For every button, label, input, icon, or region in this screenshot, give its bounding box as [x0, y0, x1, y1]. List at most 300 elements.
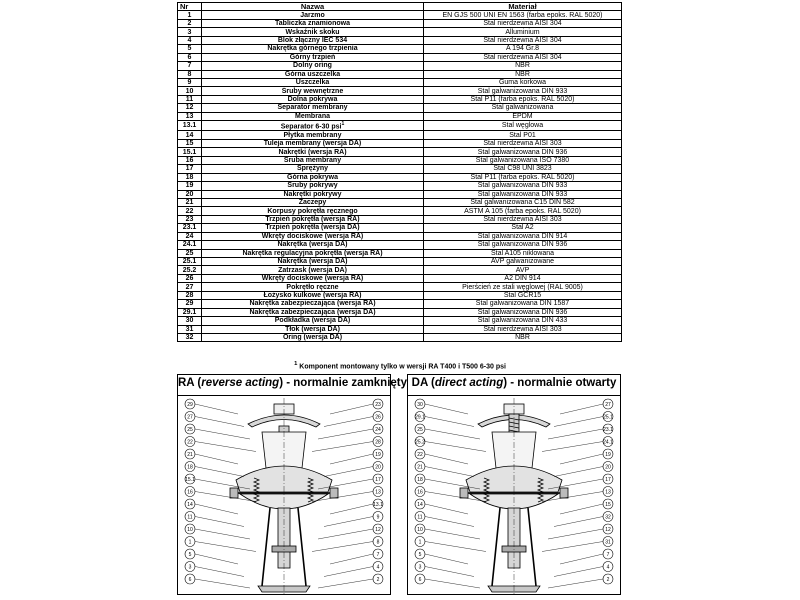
row-material: Stal galwanizowana DIN 914: [424, 232, 622, 240]
row-name: [202, 215, 424, 223]
row-name: [202, 148, 424, 156]
row-name-text: Sprężyny: [296, 165, 329, 173]
callout-label: 25.2: [415, 439, 425, 446]
table-row: [178, 36, 622, 44]
ra-valve-drawing: [178, 396, 390, 594]
callout-label: 13.1: [373, 501, 383, 508]
row-name: [202, 131, 424, 139]
table-row: [178, 95, 622, 103]
callout-label: 15: [605, 501, 611, 508]
leader-line: [195, 467, 244, 477]
row-name-text: Wskaźnik skoku: [285, 28, 340, 36]
table-row: [178, 53, 622, 61]
table-row: [178, 165, 622, 173]
row-material: Stal C98 UNI 3823: [424, 165, 622, 173]
table-row: [178, 139, 622, 147]
row-name: [202, 36, 424, 44]
leader-line: [195, 429, 250, 439]
row-name: [202, 308, 424, 316]
row-material: Stal A2: [424, 224, 622, 232]
row-material: Stal galwanizowana DIN 936: [424, 241, 622, 249]
row-name-text: Nakrętka górnego trzpienia: [267, 45, 358, 53]
row-name: [202, 333, 424, 341]
table-row: [178, 112, 622, 120]
row-material: EN GJS 500 UNI EN 1563 (farba epoks. RAL 5020): [424, 11, 622, 19]
row-name: [202, 19, 424, 27]
leader-line: [554, 517, 603, 527]
row-name-text: Dolna pokrywa: [287, 96, 338, 104]
row-name: [202, 207, 424, 215]
row-name-text: Górna pokrywa: [287, 173, 338, 181]
row-nr: 10: [178, 87, 202, 95]
row-name-text: Trzpień pokrętła (wersja DA): [265, 224, 360, 232]
row-material: Stal węglowa: [424, 121, 622, 131]
callout-label: 31: [605, 539, 611, 546]
row-name-text: Górna uszczelka: [284, 70, 341, 78]
row-material: Stal galwanizowana DIN 936: [424, 148, 622, 156]
row-name: [202, 78, 424, 86]
row-material: NBR: [424, 70, 622, 78]
row-material: Stal galwanizowana DIN 933: [424, 182, 622, 190]
row-name: [202, 121, 424, 131]
valve-body: [230, 398, 338, 594]
row-name-text: Zatrzask (wersja DA): [278, 266, 347, 274]
callout-label: 28: [375, 439, 381, 446]
callout-label: 5: [188, 551, 192, 558]
callout-label: 27: [605, 401, 611, 408]
table-row: [178, 249, 622, 257]
row-name: [202, 224, 424, 232]
row-name: [202, 317, 424, 325]
table-row: [178, 224, 622, 232]
leader-line: [425, 467, 474, 477]
table-row: [178, 207, 622, 215]
leader-line: [560, 454, 603, 464]
row-nr: 24.1: [178, 241, 202, 249]
ra-drawing-panel: [177, 374, 408, 595]
table-row: [178, 131, 622, 139]
leader-line: [318, 529, 373, 539]
callout-label: 14: [187, 501, 193, 508]
ra-title-emphasis: reverse acting: [201, 377, 280, 389]
row-nr: 22: [178, 207, 202, 215]
row-nr: 11: [178, 95, 202, 103]
flange-bolt-left: [230, 488, 238, 498]
row-name-footnote-marker: 1: [341, 121, 345, 128]
row-material: Stal galwanizowana DIN 933: [424, 87, 622, 95]
row-nr: 30: [178, 317, 202, 325]
leader-line: [425, 529, 480, 539]
row-name-text: Nakrętka (wersja DA): [277, 241, 348, 249]
row-name: [202, 283, 424, 291]
parts-table-body: [178, 11, 622, 342]
row-material: Stal galwanizowana ISO 7380: [424, 156, 622, 164]
row-material: AVP: [424, 266, 622, 274]
leader-line: [312, 542, 373, 552]
footnote: [180, 361, 620, 370]
row-nr: 15: [178, 139, 202, 147]
leader-line: [330, 554, 373, 564]
row-name-text: Tuleja membrany (wersja DA): [263, 140, 362, 148]
row-name-text: Podkładka (wersja DA): [274, 317, 351, 325]
callout-label: 16: [417, 489, 423, 496]
row-material: Pierścień ze stali węglowej (RAL 9005): [424, 283, 622, 291]
callout-label: 1: [418, 539, 422, 546]
leader-line: [330, 404, 373, 414]
table-row: [178, 121, 622, 131]
row-name: [202, 249, 424, 257]
row-nr: 18: [178, 173, 202, 181]
row-material: A2 DIN 914: [424, 274, 622, 282]
valve-body: [460, 398, 568, 594]
callout-label: 25.1: [603, 414, 613, 421]
table-row: [178, 28, 622, 36]
row-nr: 25.2: [178, 266, 202, 274]
leader-line: [195, 504, 238, 514]
leader-line: [425, 454, 468, 464]
header-material: Materiał: [424, 3, 622, 11]
ra-panel-title: [178, 377, 408, 389]
row-name: [202, 70, 424, 78]
callout-label: 23.1: [603, 426, 613, 433]
table-row: [178, 325, 622, 333]
callout-label: 14: [417, 501, 423, 508]
row-name-text: Trzpień pokrętła (wersja RA): [265, 216, 360, 224]
flange-bolt-right: [330, 488, 338, 498]
table-row: [178, 156, 622, 164]
leader-line: [195, 442, 256, 452]
row-name-text: Płytka membrany: [283, 131, 342, 139]
leader-line: [425, 567, 474, 577]
row-name: [202, 266, 424, 274]
table-row: [178, 45, 622, 53]
callout-label: 10: [417, 526, 423, 533]
footnote-text: Komponent montowany tylko w wersji RA T400 i T500 6-30 psi: [297, 363, 506, 371]
callout-label: 4: [376, 564, 380, 571]
row-nr: 24: [178, 232, 202, 240]
row-nr: 31: [178, 325, 202, 333]
row-name: [202, 291, 424, 299]
callout-label: 10: [187, 526, 193, 533]
row-material: NBR: [424, 333, 622, 341]
table-row: [178, 104, 622, 112]
callout-label: 24.1: [603, 439, 613, 446]
callout-label: 12: [605, 526, 611, 533]
row-material: EPDM: [424, 112, 622, 120]
row-nr: 27: [178, 283, 202, 291]
row-name: [202, 241, 424, 249]
row-name-text: Śruby wewnętrzne: [281, 87, 344, 95]
row-nr: 29.1: [178, 308, 202, 316]
callout-label: 29: [187, 401, 193, 408]
da-drawing-panel: [407, 374, 621, 595]
row-nr: 29: [178, 300, 202, 308]
callout-label: 25: [187, 426, 193, 433]
row-nr: 23.1: [178, 224, 202, 232]
row-name-text: Zaczepy: [298, 199, 327, 207]
row-nr: 13.1: [178, 121, 202, 131]
header-name: Nazwa: [202, 3, 424, 11]
callout-label: 27: [187, 414, 193, 421]
row-name-text: Blok złączny IEC 534: [277, 36, 348, 44]
row-name-text: Pokrętło ręczne: [286, 283, 339, 291]
table-row: [178, 62, 622, 70]
row-nr: 6: [178, 53, 202, 61]
leader-line: [425, 442, 486, 452]
callout-label: 11: [187, 514, 193, 521]
leader-line: [425, 554, 468, 564]
row-material: Stal nierdzewna AISI 303: [424, 325, 622, 333]
row-material: AVP galwanizowane: [424, 258, 622, 266]
row-name: [202, 112, 424, 120]
leader-line: [425, 404, 468, 414]
table-row: [178, 215, 622, 223]
leader-line: [542, 442, 603, 452]
row-material: Stal galwanizowana: [424, 104, 622, 112]
table-row: [178, 333, 622, 341]
leader-line: [560, 504, 603, 514]
table-row: [178, 232, 622, 240]
leader-line: [318, 579, 373, 588]
row-name-text: Nakrętki (wersja RA): [278, 148, 347, 156]
row-material: Stal galwanizowana C15 DIN 582: [424, 198, 622, 206]
row-name-text: Łożysko kulkowe (wersja RA): [263, 291, 362, 299]
row-name: [202, 173, 424, 181]
callout-label: 13: [605, 489, 611, 496]
row-name-text: Wkręty dociskowe (wersja RA): [261, 275, 364, 283]
row-name-text: Śruby pokrywy: [287, 182, 338, 190]
ra-title-code: RA (: [178, 377, 202, 389]
callout-label: 19: [375, 451, 381, 458]
callout-label: 11: [417, 514, 423, 521]
table-row: [178, 70, 622, 78]
leader-line: [318, 429, 373, 439]
table-row: [178, 258, 622, 266]
row-name-text: Oring (wersja DA): [282, 334, 343, 342]
row-material: Stal A105 niklowana: [424, 249, 622, 257]
row-name: [202, 11, 424, 19]
row-material: Stal nierdzewna AISI 304: [424, 53, 622, 61]
table-row: [178, 317, 622, 325]
row-name: [202, 274, 424, 282]
row-name-text: Separator 6-30 psi: [280, 123, 342, 131]
leader-line: [542, 542, 603, 552]
row-name-text: Wkręty dociskowe (wersja RA): [261, 232, 364, 240]
callout-label: 2: [606, 576, 610, 583]
callout-label: 21: [187, 451, 193, 458]
leader-line: [554, 417, 603, 427]
row-nr: 25: [178, 249, 202, 257]
callout-label: 3: [188, 564, 192, 571]
row-material: Stal galwanizowana DIN 1587: [424, 300, 622, 308]
row-name-text: Nakrętka zabezpieczająca (wersja DA): [249, 308, 376, 316]
callout-label: 30: [417, 401, 423, 408]
row-nr: 13: [178, 112, 202, 120]
row-name-text: Korpusy pokrętła ręcznego: [267, 207, 358, 215]
callout-label: 25: [417, 426, 423, 433]
callout-label: 32: [605, 514, 611, 521]
leader-line: [324, 467, 373, 477]
leader-line: [195, 404, 238, 414]
row-material: Stal nierdzewna AISI 304: [424, 36, 622, 44]
row-nr: 7: [178, 62, 202, 70]
leader-line: [548, 579, 603, 588]
callout-label: 17: [375, 476, 381, 483]
row-material: Stal galwanizowana DIN 936: [424, 308, 622, 316]
leader-line: [330, 504, 373, 514]
row-material: Stal P11 (farba epoks. RAL 5020): [424, 173, 622, 181]
callout-label: 26: [375, 414, 381, 421]
table-row: [178, 11, 622, 19]
ra-title-rest: ) - normalnie zamknięty: [279, 377, 408, 389]
callout-label: 20: [375, 464, 381, 471]
da-title-code: DA (: [411, 377, 435, 389]
leader-line: [425, 429, 480, 439]
callout-label: 21: [417, 464, 423, 471]
callout-label: 23: [375, 401, 381, 408]
callout-label: 2: [376, 576, 380, 583]
leader-line: [324, 517, 373, 527]
callout-label: 22: [187, 439, 193, 446]
table-row: [178, 198, 622, 206]
row-name-text: Membrana: [294, 112, 330, 120]
row-name: [202, 139, 424, 147]
leader-line: [195, 579, 250, 588]
parts-table: [177, 2, 622, 342]
table-row: [178, 241, 622, 249]
row-name: [202, 104, 424, 112]
table-row: [178, 19, 622, 27]
row-name: [202, 165, 424, 173]
callout-label: 17: [605, 476, 611, 483]
row-name: [202, 87, 424, 95]
row-name: [202, 325, 424, 333]
callout-label: 12: [375, 526, 381, 533]
row-nr: 17: [178, 165, 202, 173]
callout-label: 8: [376, 539, 380, 546]
row-name: [202, 45, 424, 53]
row-nr: 2: [178, 19, 202, 27]
table-row: [178, 78, 622, 86]
table-row: [178, 148, 622, 156]
callout-label: 29.1: [415, 414, 425, 421]
table-row: [178, 283, 622, 291]
row-material: Stal nierdzewna AISI 303: [424, 215, 622, 223]
row-name: [202, 28, 424, 36]
callout-label: 7: [376, 551, 380, 558]
row-nr: 4: [178, 36, 202, 44]
leader-line: [425, 417, 474, 427]
leader-line: [425, 504, 468, 514]
leader-line: [554, 467, 603, 477]
row-name: [202, 258, 424, 266]
row-nr: 3: [178, 28, 202, 36]
row-nr: 12: [178, 104, 202, 112]
row-nr: 15.1: [178, 148, 202, 156]
row-name-text: Uszczelka: [295, 79, 330, 87]
row-name: [202, 182, 424, 190]
leader-line: [195, 417, 244, 427]
header-nr: Nr: [178, 3, 202, 11]
row-name-text: Nakrętki pokrywy: [283, 190, 342, 198]
row-nr: 19: [178, 182, 202, 190]
leader-line: [554, 567, 603, 577]
row-name: [202, 53, 424, 61]
table-row: [178, 173, 622, 181]
row-material: Stal nierdzewna AISI 303: [424, 139, 622, 147]
callout-label: 13: [375, 489, 381, 496]
row-nr: 9: [178, 78, 202, 86]
leader-line: [425, 579, 480, 588]
row-nr: 25.1: [178, 258, 202, 266]
table-row: [178, 291, 622, 299]
row-material: Stal nierdzewna AISI 304: [424, 19, 622, 27]
callout-label: 18: [187, 464, 193, 471]
row-nr: 14: [178, 131, 202, 139]
leader-line: [324, 567, 373, 577]
table-row: [178, 300, 622, 308]
leader-line: [330, 454, 373, 464]
callout-label: 24: [375, 426, 381, 433]
row-nr: 16: [178, 156, 202, 164]
table-row: [178, 190, 622, 198]
leader-line: [324, 417, 373, 427]
leader-line: [425, 517, 474, 527]
row-material: NBR: [424, 62, 622, 70]
callout-label: 6: [418, 576, 422, 583]
callout-label: 18: [417, 476, 423, 483]
row-material: Stal galwanizowana DIN 933: [424, 190, 622, 198]
row-name: [202, 190, 424, 198]
row-material: Stal P01: [424, 131, 622, 139]
leader-line: [195, 554, 238, 564]
leader-line: [195, 454, 238, 464]
leader-line: [560, 554, 603, 564]
leader-line: [195, 517, 244, 527]
row-material: Stal P11 (farba epoks. RAL 5020): [424, 95, 622, 103]
row-material: Stal GCR15: [424, 291, 622, 299]
leader-line: [548, 429, 603, 439]
flange-bolt-left: [460, 488, 468, 498]
callout-label: 15.1: [185, 476, 195, 483]
da-title-rest: ) - normalnie otwarty: [503, 377, 617, 389]
callout-label: 7: [606, 551, 610, 558]
row-nr: 26: [178, 274, 202, 282]
row-name-text: Nakrętka regulacyjna pokrętła (wersja RA): [242, 249, 383, 257]
row-nr: 8: [178, 70, 202, 78]
row-name: [202, 198, 424, 206]
row-name-text: Górny trzpień: [289, 53, 336, 61]
row-nr: 28: [178, 291, 202, 299]
table-row: [178, 274, 622, 282]
row-name: [202, 300, 424, 308]
leader-line: [560, 404, 603, 414]
leader-line: [312, 442, 373, 452]
table-row: [178, 308, 622, 316]
row-name-text: Nakrętka zabezpieczająca (wersja RA): [249, 300, 376, 308]
da-panel-title: [408, 377, 620, 389]
callout-label: 6: [188, 576, 192, 583]
callout-label: 19: [605, 451, 611, 458]
leader-line: [195, 542, 256, 552]
row-nr: 21: [178, 198, 202, 206]
row-nr: 5: [178, 45, 202, 53]
row-name-text: Nakrętka (wersja DA): [277, 258, 348, 266]
row-name: [202, 62, 424, 70]
row-material: ASTM A 105 (farba epoks. RAL 5020): [424, 207, 622, 215]
row-name: [202, 156, 424, 164]
row-material: Alluminium: [424, 28, 622, 36]
